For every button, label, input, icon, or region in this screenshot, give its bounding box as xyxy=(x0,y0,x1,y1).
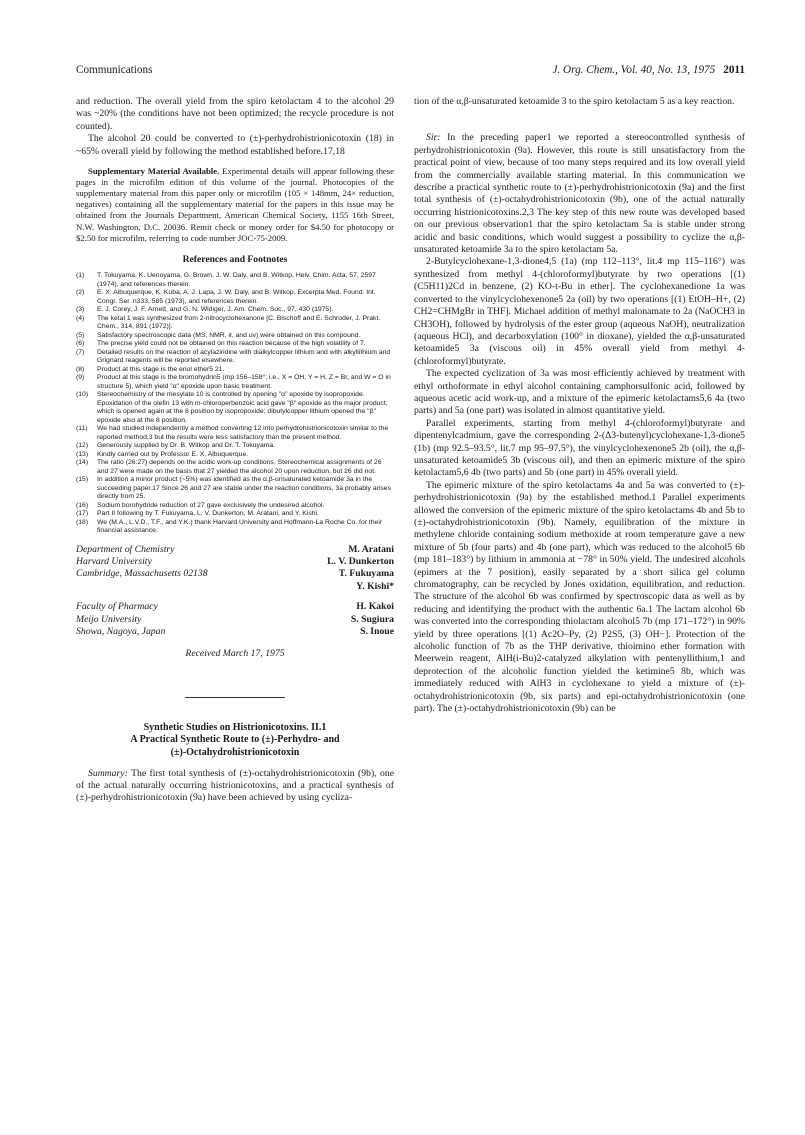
references-list xyxy=(76,272,394,536)
institution-line: Meijo University xyxy=(76,613,142,625)
summary-label: Summary: xyxy=(88,767,128,779)
sir-label: Sir: xyxy=(426,132,441,144)
intro-paragraph-1: and reduction. The overall yield from the spiro ketolactam 4 to the alcohol 29 was ~20% (the conditions have not been optimized; the recycle procedure is not counted). xyxy=(76,96,394,132)
affiliation-row xyxy=(76,556,394,568)
paragraph-parallel-experiments: Parallel experiments, starting from methyl 4-(chloroformyl)butyrate and dipentenylcadmium, gave the corresponding 2-(Δ3-butenyl)cyclohexane-1,3-dione5 (1b) (mp 92.5–93.5°, lit.7 mp 95–97.5°), the vinylcyclohexenone5 2b (oil), the α,β-unsaturated ketoamide5 3b (viscous oil), and then an epimeric mixture of the spiro ketolactam5,6 4b (two parts) and 5b (one part) in 45% overall yield. xyxy=(414,417,745,479)
reference-text: The ratio (26:27) depends on the acidic work-up conditions. Stereochemical assignments of 26 and 27 were made on the basis that 27 yielded the alcohol 20 upon reduction, but 26 did not. xyxy=(97,459,382,475)
reference-number: (3) xyxy=(76,306,85,314)
author-name: Y. Kishi* xyxy=(356,580,394,592)
running-header xyxy=(76,64,745,80)
reference-number: (18) xyxy=(76,518,89,526)
reference-item xyxy=(76,272,394,289)
institution-line: Cambridge, Massachusetts 02138 xyxy=(76,568,208,580)
supplementary-label: Supplementary Material Available. xyxy=(88,166,220,177)
author-name: M. Aratani xyxy=(348,543,394,555)
reference-number: (7) xyxy=(76,348,85,356)
reference-number: (4) xyxy=(76,314,85,322)
reference-text: In addition a minor product (~5%) was identified as the α,β-unsaturated ketoamide 3a in the succeeding paper.17 Since 26 and 27 are stable under the reaction conditions, 3a probably arises directly from 25. xyxy=(97,476,391,501)
reference-text: E. J. Corey, J. F. Arnett, and G. N. Widiger, J. Am. Chem. Soc., 97, 430 (1975). xyxy=(97,306,334,314)
affiliation-row xyxy=(76,544,394,556)
reference-number: (13) xyxy=(76,450,89,458)
reference-number: (12) xyxy=(76,442,89,450)
author-name: S. Sugiura xyxy=(350,613,394,625)
reference-number: (6) xyxy=(76,340,85,348)
reference-text: We had studied independently a method converting 12 into perhydrohistrionicotoxin similar to the reported method,3 but the results were less satisfactory than the present method. xyxy=(97,425,389,441)
intro-paragraph-2: The alcohol 20 could be converted to (±)-perhydrohistrionicotoxin (18) in ~65% overall yield by following the method established before.17,18 xyxy=(76,133,394,157)
author-name: H. Kakoi xyxy=(356,601,394,613)
section-divider xyxy=(185,697,285,698)
reference-item xyxy=(76,366,394,375)
reference-text: T. Tokuyama, K. Uenoyama, G. Brown, J. W. Daly, and B. Witkop, Helv. Chim. Acta, 57, 2597 (1974), and references therein. xyxy=(97,272,376,288)
reference-number: (17) xyxy=(76,510,89,518)
affiliation-row xyxy=(76,601,394,613)
reference-text: Product at this stage is the enol ether5 21. xyxy=(97,365,225,373)
reference-number: (9) xyxy=(76,374,85,382)
reference-text: The ketal 1 was synthesized from 2-nitrocyclohexanone [C. Bischoff and E. Schroder, J. Prakt. Chem., 314, 891 (1972)]. xyxy=(97,314,381,331)
reference-item xyxy=(76,519,394,536)
paragraph-butylcyclohexanedione: 2-Butylcyclohexane-1,3-dione4,5 (1a) (mp 112–113°, lit.4 mp 115–116°) was synthesized from methyl 4-(chloroformyl)butyrate by two operations [(1) (C5H11)2Cd in benzene, (2) KO-t-Bu in ether]. The cyclohexanedione 1a was converted to the vinylcyclohexenone5 2a (oil) by two operations [(1) EtOH–H+, (2) CH2=CHMgBr in THF]. Michael addition of methyl malonamate to 2a (NaOCH3 in CH3OH), followed by hydrolysis of the ester group (aqueous NaOH), neutralization (aqueous HCl), and decarboxylation (100° in dioxane), yielded the α,β-unsaturated ketoamide5 3a (viscous oil) in 45% overall yield from methyl 4-(chloroformyl)butyrate. xyxy=(414,256,745,367)
affiliation-row xyxy=(76,581,394,593)
affiliation-row xyxy=(76,568,394,580)
reference-number: (16) xyxy=(76,501,89,509)
reference-item xyxy=(76,289,394,306)
paragraph-cyclization: The expected cyclization of 3a was most efficiently achieved by treatment with ethyl orthoformate in ethyl alcohol containing camphorsulfonic acid, followed by aqueous acetic acid work-up, and a mixture of the epimeric ketolactams5,6 4a (two parts) and 5a (one part) was isolated in almost quantitative yield. xyxy=(414,368,745,417)
supplementary-material xyxy=(76,166,394,244)
reference-text: Stereochemistry of the mesylate 10 is controlled by opening "α" epoxide by isopropoxide. Epoxidation of the olefin 13 with m-chloroperbenzoic acid gave "β" epoxide as the major product, which is opened again at the 8 position by isopropoxide; dibutylcopper lithium opened the "β" epoxide also at the 8 position. xyxy=(97,391,388,424)
affiliation-block-meijo xyxy=(76,601,394,638)
reference-text: We (M.A., L.V.D., T.F., and Y.K.) thank Harvard University and Hoffmann-La Roche Co. for their financial assistance. xyxy=(97,518,383,535)
right-column xyxy=(414,96,745,716)
continued-paragraph: tion of the α,β-unsaturated ketoamide 3 to the spiro ketolactam 5 as a key reaction. xyxy=(414,96,735,107)
reference-item xyxy=(76,442,394,451)
article-title xyxy=(76,722,394,760)
reference-number: (5) xyxy=(76,331,85,339)
reference-text: Product at this stage is the bromohydrin5 (mp 156–158°; i.e., X = OH, Y = H, Z = Br, and W = O in structure 5), which yield "α" epoxide upon basic treatment. xyxy=(97,374,391,390)
reference-item xyxy=(76,510,394,519)
reference-text: Part II following by T. Fukuyama, L. V. Dunkerton, M. Aratani, and Y. Kishi. xyxy=(97,510,319,518)
reference-text: Sodium borohydride reduction of 27 gave exclusively the undesired alcohol. xyxy=(97,501,325,509)
reference-text: Kindly carried out by Professor E. X. Albuquerque. xyxy=(97,450,249,458)
sir-text: In the preceding paper1 we reported a stereocontrolled synthesis of perhydrohistrionicotoxin (9a). However, this route is still unsatisfactory from the practical point of view, because of too many steps required and its low overall yield from the commercially available starting material. In this communication we describe a practical synthetic route to (±)-perhydrohistrionicotoxin (9a) and the first total synthesis of (±)-octahydrohistrionicotoxin (9b), one of the actual naturally occurring histrionicotoxins.2,3 The key step of this new route was developed based on our previous observation1 that the spiro ketolactam 5a is stable under strong acidic and basic conditions, which would suggest a possibility to cyclize the α,β-unsaturated ketoamide 3a to the spiro ketolactam 5a. xyxy=(414,132,746,256)
reference-text: The precise yield could not be obtained on this reaction because of the high volatility of 7. xyxy=(97,340,366,348)
summary-text: The first total synthesis of (±)-octahydrohistrionicotoxin (9b), one of the actual naturally occurring histrionicotoxins, and a practical synthesis of (±)-perhydrohistrionicotoxin (9a) have been achieved by using cycliza- xyxy=(76,767,395,804)
reference-text: Generously supplied by Dr. B. Witkop and Dr. T. Tokuyama. xyxy=(97,442,276,450)
reference-number: (14) xyxy=(76,459,89,467)
affiliation-row xyxy=(76,614,394,626)
reference-number: (1) xyxy=(76,272,85,280)
journal-name: J. Org. Chem., Vol. 40, No. 13, 1975 xyxy=(552,64,716,76)
reference-item xyxy=(76,502,394,511)
reference-item xyxy=(76,332,394,341)
reference-item xyxy=(76,451,394,460)
reference-item xyxy=(76,391,394,425)
reference-text: E. X. Albuquerque, K. Kuba, A. J. Lapa, J. W. Daly, and B. Witkop, Excerpta Med. Found. Int. Congr. Ser. n333, 585 (1973), and references therein. xyxy=(97,289,376,305)
reference-item xyxy=(76,476,394,502)
reference-number: (8) xyxy=(76,365,85,373)
references-heading: References and Footnotes xyxy=(182,253,288,265)
author-name: L. V. Dunkerton xyxy=(327,556,394,567)
article-title-line-2: A Practical Synthetic Route to (±)-Perhydro- and xyxy=(130,734,340,746)
institution-line: Harvard University xyxy=(76,556,152,567)
left-column xyxy=(76,96,394,805)
institution-line: Department of Chemistry xyxy=(76,543,175,555)
reference-item xyxy=(76,340,394,349)
page-number: 2011 xyxy=(723,64,745,76)
received-date: Received March 17, 1975 xyxy=(185,648,285,660)
reference-number: (2) xyxy=(76,289,85,297)
reference-item xyxy=(76,349,394,366)
summary-paragraph xyxy=(76,768,394,805)
reference-item xyxy=(76,306,394,315)
reference-text: Satisfactory spectroscopic data (MS, NMR, ir, and uv) were obtained on this compound. xyxy=(97,331,361,339)
institution-line: Faculty of Pharmacy xyxy=(76,601,158,613)
reference-item xyxy=(76,459,394,476)
sir-paragraph xyxy=(414,132,745,256)
reference-text: Detailed results on the reaction of acylaziridine with dialkylcopper lithium and with alkyllithium and Grignard reagents will be reported elsewhere. xyxy=(97,348,391,365)
affiliation-block-harvard xyxy=(76,544,394,594)
reference-item xyxy=(76,315,394,332)
supplementary-text: Experimental details will appear following these pages in the microfilm edition of this volume of the journal. Photocopies of the supplementary material from this paper only or microfilm (105 × 148mm, 24× reduction, negatives) containing all the supplementary material for the papers in this issue may be obtained from the Journals Department, American Chemical Society, 1155 16th Street, N.W. Washington, D.C. 20036. Remit check or money order for $4.50 for photocopy or $2.50 for microfilm, referring to code number JOC-75-2009. xyxy=(76,166,395,243)
institution-line: Showa, Nagoya, Japan xyxy=(76,626,166,638)
reference-number: (15) xyxy=(76,476,89,484)
article-title-line-1: Synthetic Studies on Histrionicotoxins. II.1 xyxy=(143,721,327,733)
affiliation-row xyxy=(76,626,394,638)
paragraph-epimeric-mixture: The epimeric mixture of the spiro ketolactams 4a and 5a was converted to (±)-perhydrohistrionicotoxin (9a) by the established method.1 Parallel experiments allowed the conversion of the epimeric mixture of the spiro ketolactams 4b and 5b to (±)-octahydrohistrionicotoxin (9b). Namely, equilibration of the mixture in methylene chloride containing sodium methoxide at room temperature gave a new mixture of 5b (four parts) and 4b (one part), which was reduced to the alcohol5 6b (mp 181–183°) by lithium in ammonia at −78° in 50% yield. The undesired alcohols (epimers at the 7 position), easily separated by a short silica gel column chromatography, can be recycled by Jones oxidation, equilibration, and reduction. The structure of the alcohol 6b was confirmed by spectroscopic data as well as by reducing and identifying the product with the authentic 6a.1 The lactam alcohol 6b was converted into the corresponding thiolactam alcohol5 7b (mp 171–172°) in 90% yield by three operations [(1) Ac2O–Py, (2) P2S5, (3) OH−]. Protection of the alcoholic function of 7b as the THP derivative, thioimino ether formation with Meerwein reagent, AlH(i-Bu)2-catalyzed alkylation with pentenyllithium,1 and deprotection of the alcoholic function yielded the ketimine5 8b, which was immediately reduced with AlH3 in cyclohexane to yield a mixture of (±)-octahydrohistrionicotoxin (9b, six parts) and epi-octahydrohistrionicotoxin (one part). The (±)-octahydrohistrionicotoxin (9b) can be xyxy=(414,479,745,715)
author-name: S. Inoue xyxy=(360,626,394,638)
reference-item xyxy=(76,374,394,391)
author-name: T. Fukuyama xyxy=(338,568,394,580)
journal-citation xyxy=(553,64,746,76)
section-label: Communications xyxy=(76,64,153,76)
article-title-line-3: (±)-Octahydrohistrionicotoxin xyxy=(170,747,300,759)
reference-number: (10) xyxy=(76,391,89,399)
reference-number: (11) xyxy=(76,425,88,433)
reference-item xyxy=(76,425,394,442)
